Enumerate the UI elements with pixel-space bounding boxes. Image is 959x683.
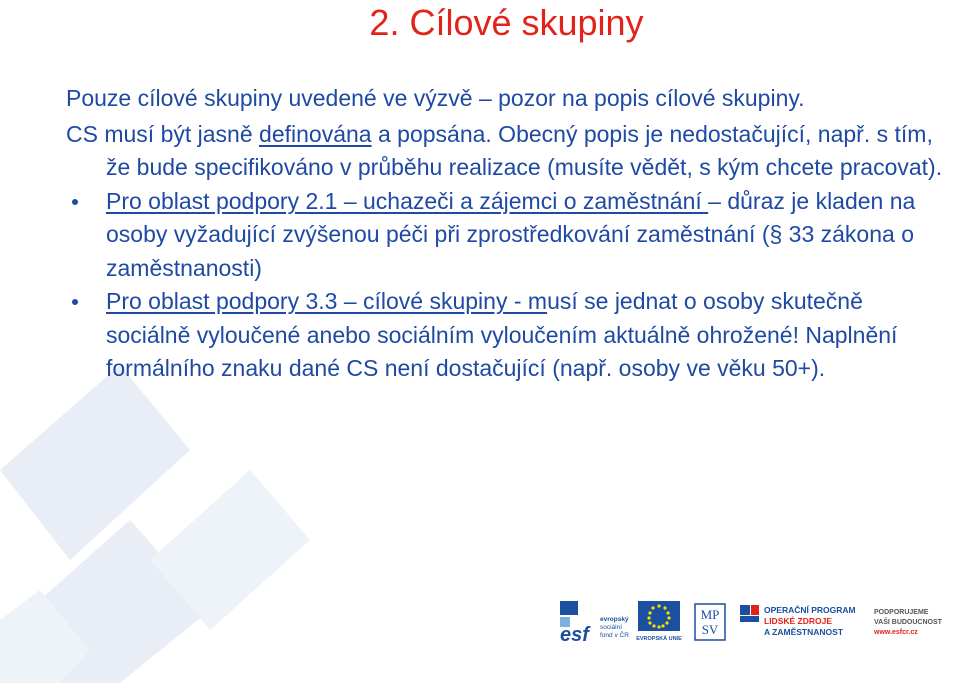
mpsv-text-2: SV	[701, 622, 719, 637]
op-line-1: OPERAČNÍ PROGRAM	[764, 605, 856, 615]
bullet-item-3-3	[66, 285, 946, 386]
bullet-dot	[72, 299, 78, 305]
esfcr-slogan	[874, 605, 944, 641]
paragraph-definition	[66, 118, 946, 185]
slide-title: 2. Cílové skupiny	[369, 2, 644, 43]
paragraph-target-groups: Pouze cílové skupiny uvedené ve výzvě – pozor na popis cílové skupiny.	[66, 85, 805, 111]
bullet-text: – důraz je kladen na osoby vyžadující zvýšenou péči při zprostředkování zaměstnání (§ 33 zákona o zaměstnanosti)	[106, 187, 916, 281]
slogan-line-1: PODPORUJEME	[874, 609, 929, 616]
defined-link[interactable]: definována	[259, 120, 372, 147]
paragraph-text: a popsána. Obecný popis je nedostačující, např. s tím, že bude specifikováno v průběhu realizace (musíte vědět, s kým chcete pracovat).	[106, 120, 943, 180]
esf-wordmark: esf	[560, 624, 589, 643]
priority-2-1-link[interactable]: Pro oblast podpory 2.1 – uchazeči a zájemci o zaměstnání	[106, 187, 709, 214]
esf-logo	[560, 601, 632, 643]
op-line-2: LIDSKÉ ZDROJE	[764, 616, 833, 626]
eu-flag-logo	[636, 601, 682, 643]
paragraph-text: CS musí být jasně	[66, 120, 260, 147]
esfcr-url[interactable]: www.esfcr.cz	[874, 629, 918, 636]
op-line-3: A ZAMĚSTNANOST	[764, 627, 844, 637]
mpsv-logo	[694, 603, 726, 641]
slogan-line-2: VAŠI BUDOUCNOST	[874, 619, 942, 626]
mpsv-text-1: MP	[700, 607, 720, 622]
eu-caption: EVROPSKÁ UNIE	[636, 636, 682, 642]
slide-body	[66, 82, 946, 386]
priority-3-3-link[interactable]: Pro oblast podpory 3.3 – cílové skupiny - m	[106, 288, 548, 314]
bullet-text: usí se jednat o osoby skutečně sociálně vyloučené anebo sociálním vyloučením aktuálně ohrožené! Naplnění formálního znaku dané CS není dostačující (např. osoby ve věku 50+).	[106, 288, 898, 381]
bullet-dot	[72, 199, 78, 205]
logo-strip	[560, 601, 940, 643]
bullet-item-2-1	[66, 185, 946, 286]
op-lzz-logo	[740, 603, 858, 643]
esf-caption-2: sociální	[600, 624, 623, 631]
esf-caption-3: fond v ČR	[600, 632, 629, 639]
esf-caption-1: evropský	[600, 616, 629, 623]
